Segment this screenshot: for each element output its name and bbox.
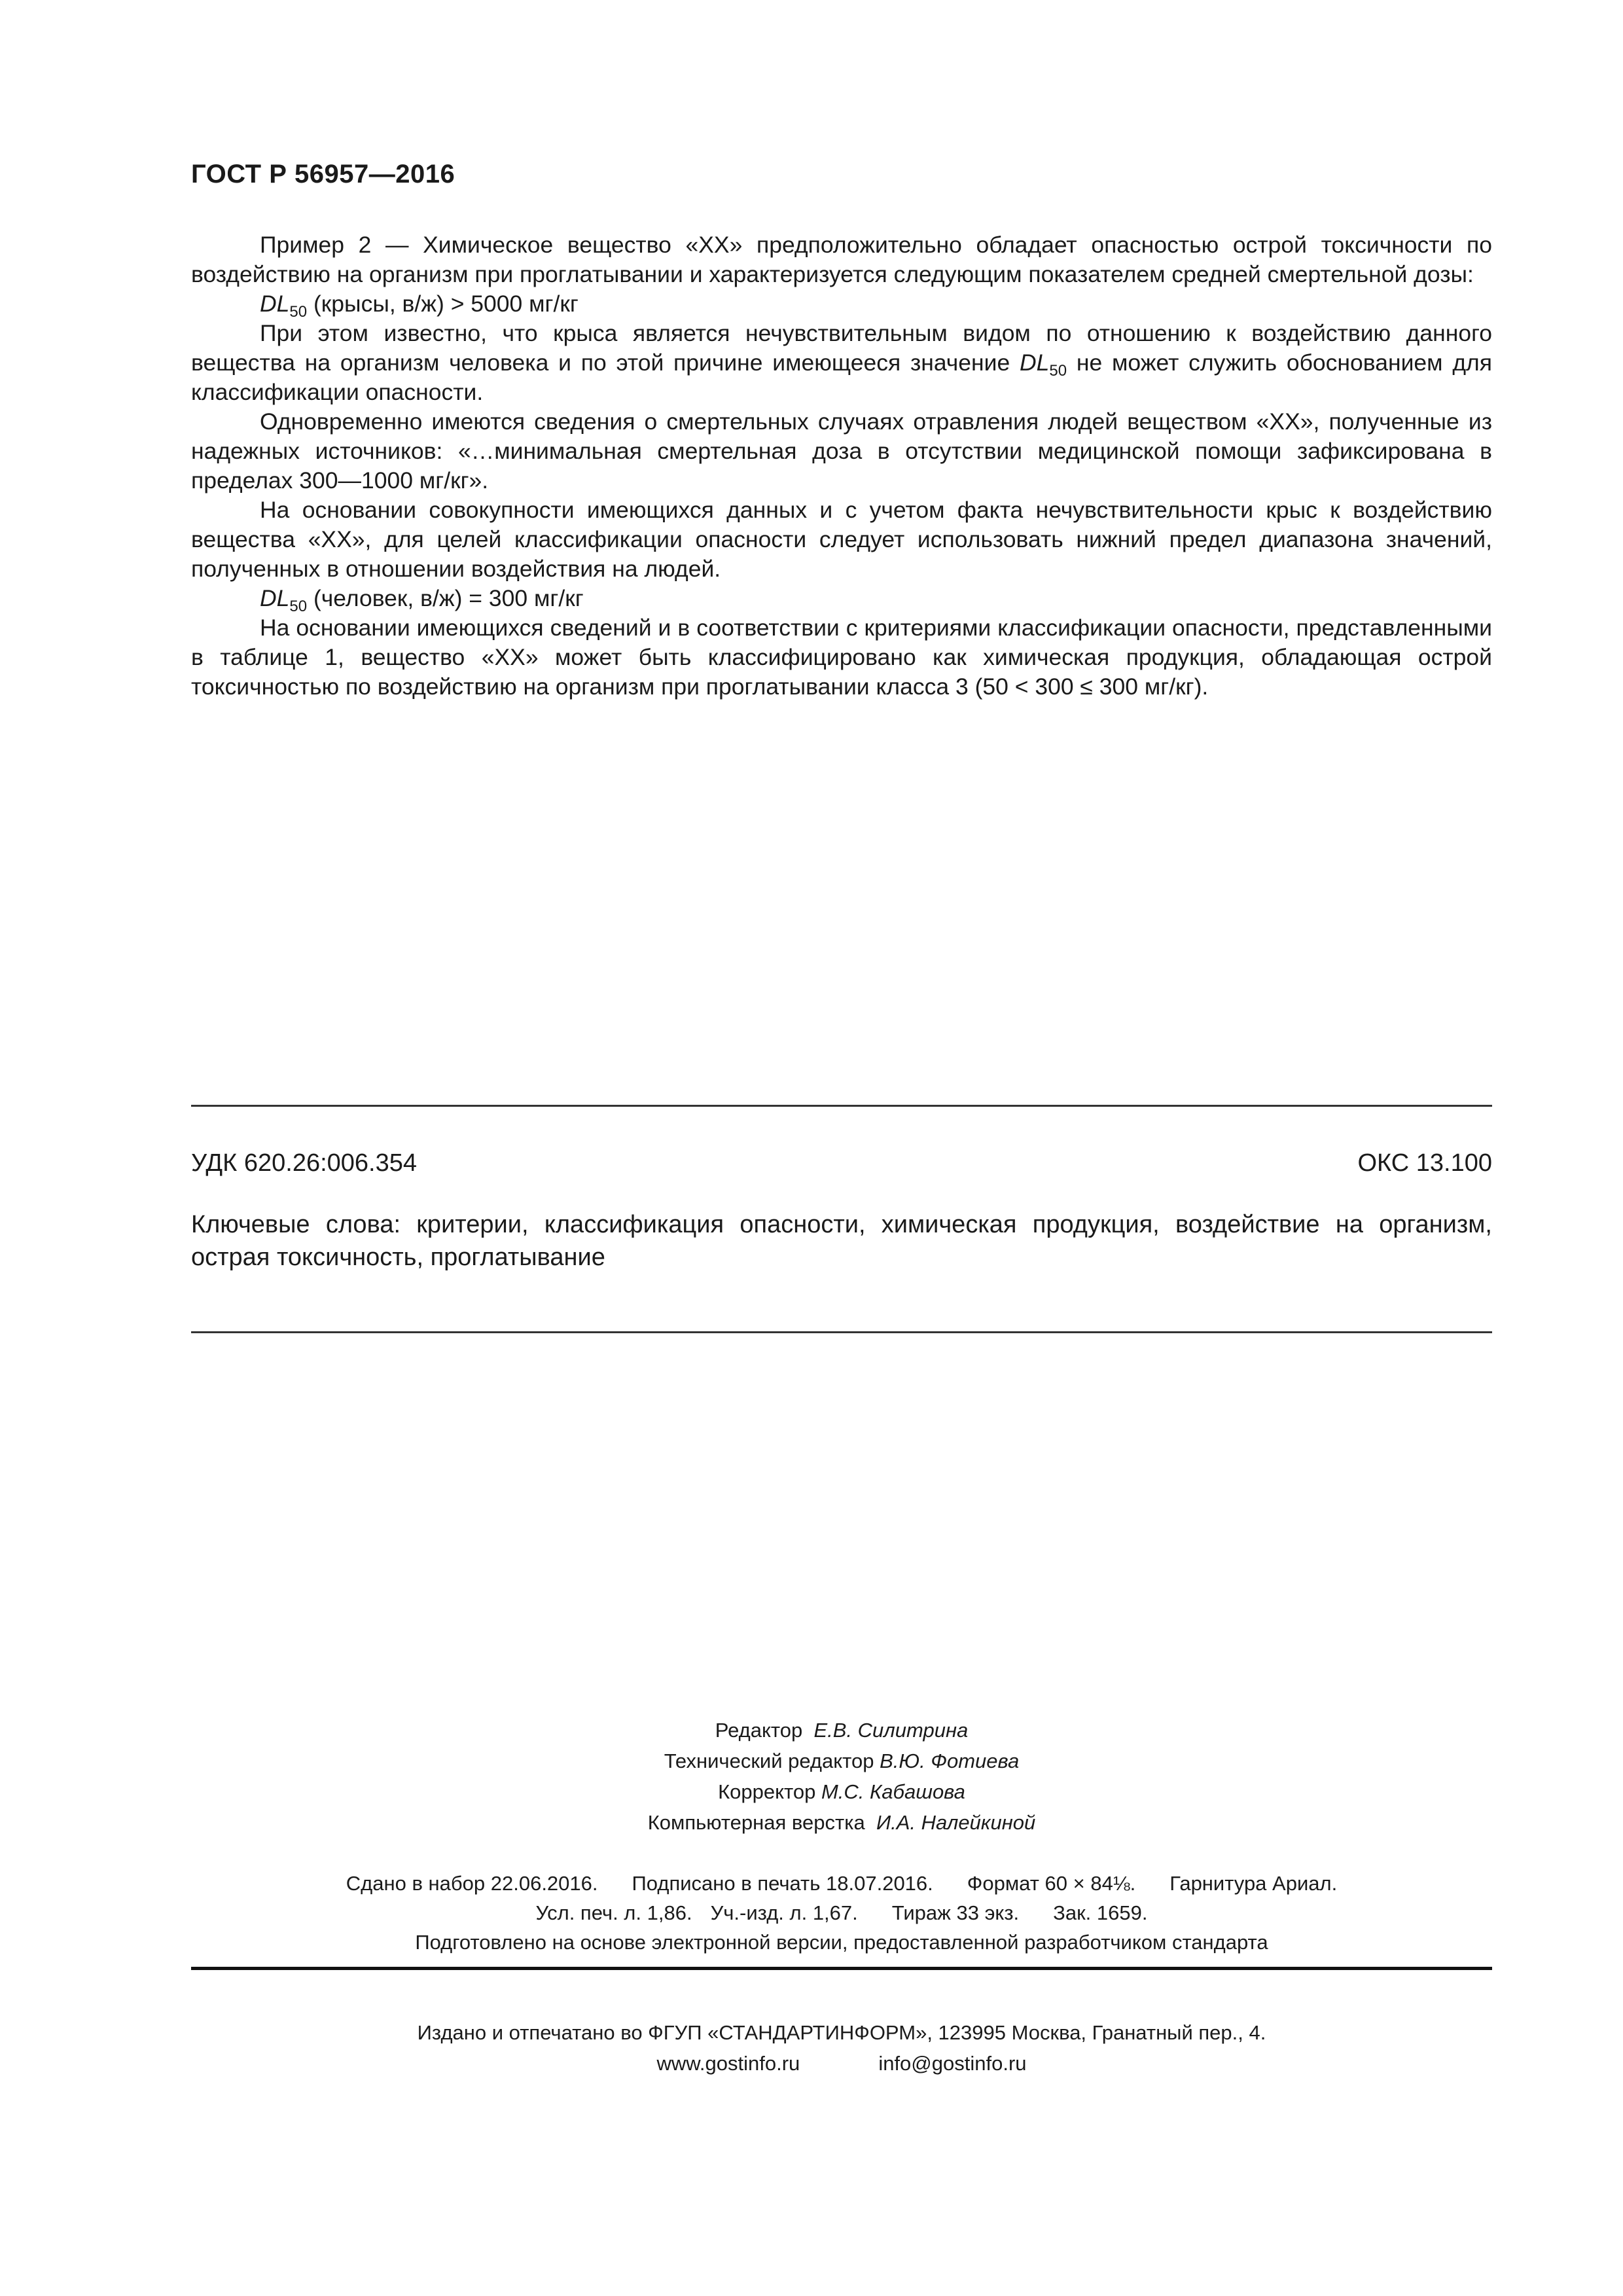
imprint-pub-sheets: Уч.-изд. л. 1,67. <box>710 1901 858 1924</box>
imprint-format: Формат 60 × 84⅛. <box>967 1872 1136 1895</box>
email-link[interactable]: info@gostinfo.ru <box>878 2052 1027 2075</box>
paragraph-text: не может служить обоснованием для классификации опасности. <box>191 350 1492 405</box>
imprint-typeface: Гарнитура Ариал. <box>1169 1872 1338 1895</box>
credit-line <box>0 1807 1623 1838</box>
udk-code: УДК 620.26:006.354 <box>191 1149 418 1177</box>
credit-role: Компьютерная верстка <box>647 1811 865 1834</box>
credit-role: Редактор <box>715 1719 803 1742</box>
credit-role: Технический редактор <box>664 1749 874 1772</box>
credit-line <box>0 1746 1623 1776</box>
publisher-block <box>0 2017 1623 2079</box>
credit-name: И.А. Налейкиной <box>876 1811 1036 1834</box>
publisher-line: Издано и отпечатано во ФГУП «СТАНДАРТИНФОРМ», 123995 Москва, Гранатный пер., 4. <box>417 2021 1266 2044</box>
inline-symbol: DL <box>1020 350 1050 376</box>
imprint-line-2 <box>0 1898 1623 1928</box>
oks-code: ОКС 13.100 <box>1357 1149 1492 1177</box>
divider-bottom <box>191 1331 1492 1333</box>
divider-top <box>191 1105 1492 1107</box>
formula-rats <box>191 289 1492 319</box>
imprint-print-sheets: Усл. печ. л. 1,86. <box>535 1901 692 1924</box>
example-paragraph-3: Одновременно имеются сведения о смертельных случаях отравления людей веществом «XX», полученные из надежных источников: «…минимальная смертельная доза в отсутствии медицинской помощи зафиксирована в пределах 300—1000 мг/кг». <box>191 408 1492 493</box>
document-header: ГОСТ Р 56957—2016 <box>191 160 455 188</box>
formula-subscript: 50 <box>289 303 308 321</box>
example-paragraph-2 <box>191 319 1492 407</box>
example-body <box>191 230 1492 702</box>
example-paragraph-1: Пример 2 — Химическое вещество «XX» предположительно обладает опасностью острой токсичности по воздействию на организм при проглатывании и характеризуется следующим показателем средней смертельной дозы: <box>191 232 1492 287</box>
formula-rest: (крысы, в/ж) > 5000 мг/кг <box>307 291 579 317</box>
imprint-line-1 <box>0 1869 1623 1898</box>
publisher-contacts <box>0 2048 1623 2079</box>
example-paragraph-5: На основании имеющихся сведений и в соответствии с критериями классификации опасности, представленными в таблице 1, вещество «XX» может быть классифицировано как химическая продукция, обладающая острой токсичностью по воздействию на организм при проглатывании класса 3 (50 < 300 ≤ 300 мг/кг). <box>191 615 1492 700</box>
imprint-order: Зак. 1659. <box>1053 1901 1148 1924</box>
credit-name: В.Ю. Фотиева <box>880 1749 1020 1772</box>
imprint-sent: Сдано в набор 22.06.2016. <box>346 1872 598 1895</box>
credit-name: Е.В. Силитрина <box>813 1719 969 1742</box>
credits-block <box>0 1715 1623 1838</box>
paragraph-text: При этом известно, что крыса является нечувствительным видом по отношению к воздействию данного вещества на организм человека и по этой причине имеющееся значение <box>191 320 1492 376</box>
credit-name: М.С. Кабашова <box>821 1780 965 1803</box>
credit-line <box>0 1776 1623 1807</box>
keywords: Ключевые слова: критерии, классификация опасности, химическая продукция, воздействие на организм, острая токсичность, проглатывание <box>191 1211 1492 1271</box>
imprint-circulation: Тираж 33 экз. <box>891 1901 1020 1924</box>
imprint-block <box>0 1869 1623 1957</box>
formula-rest: (человек, в/ж) = 300 мг/кг <box>307 585 584 611</box>
formula-symbol: DL <box>260 585 290 611</box>
inline-subscript: 50 <box>1049 362 1067 380</box>
formula-subscript: 50 <box>289 598 308 615</box>
website-link[interactable]: www.gostinfo.ru <box>656 2052 800 2075</box>
example-paragraph-4: На основании совокупности имеющихся данных и с учетом факта нечувствительности крыс к воздействию вещества «XX», для целей классификации опасности следует использовать нижний предел диапазона значений, полученных в отношении воздействия на людей. <box>191 497 1492 582</box>
imprint-signed: Подписано в печать 18.07.2016. <box>632 1872 933 1895</box>
credit-line <box>0 1715 1623 1746</box>
imprint-prepared: Подготовлено на основе электронной версии, предоставленной разработчиком стандарта <box>415 1931 1268 1954</box>
formula-symbol: DL <box>260 291 290 317</box>
formula-human <box>191 584 1492 613</box>
divider-publisher <box>191 1967 1492 1970</box>
credit-role: Корректор <box>718 1780 816 1803</box>
